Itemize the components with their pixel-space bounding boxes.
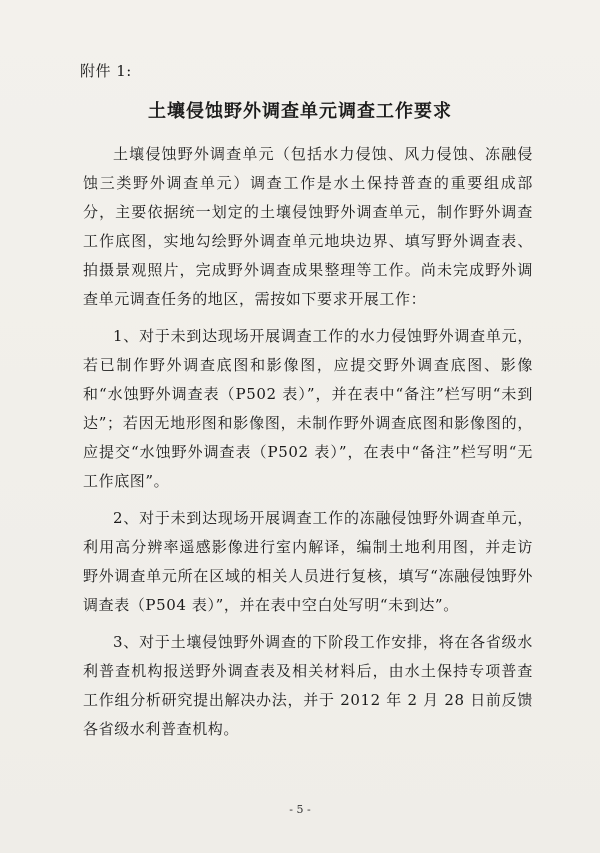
- attachment-label: 附件 1:: [80, 62, 132, 80]
- requirement-3-paragraph: 3、对于土壤侵蚀野外调查的下阶段工作安排，将在各省级水利普查机构报送野外调查表及相关材料后，由水土保持专项普查工作组分析研究提出解决办法，并于 2012 年 2 月 28 日前反馈各省级水利普查机构。: [83, 633, 533, 738]
- requirement-2-paragraph: 2、对于未到达现场开展调查工作的冻融侵蚀野外调查单元，利用高分辨率遥感影像进行室内解译，编制土地利用图，并走访野外调查单元所在区域的相关人员进行复核，填写“冻融侵蚀野外调查表（P504 表）”，并在表中空白处写明“未到达”。: [83, 509, 533, 614]
- intro-paragraph: 土壤侵蚀野外调查单元（包括水力侵蚀、风力侵蚀、冻融侵蚀三类野外调查单元）调查工作是水土保持普查的重要组成部分，主要依据统一划定的土壤侵蚀野外调查单元，制作野外调查工作底图，实地勾绘野外调查单元地块边界、填写野外调查表、拍摄景观照片，完成野外调查成果整理等工作。尚未完成野外调查单元调查任务的地区，需按如下要求开展工作：: [83, 145, 533, 308]
- page-number: - 5 -: [289, 803, 311, 816]
- requirement-1-paragraph: 1、对于未到达现场开展调查工作的水力侵蚀野外调查单元，若已制作野外调查底图和影像图，应提交野外调查底图、影像和“水蚀野外调查表（P502 表）”，并在表中“备注”栏写明“未到达”；若因无地形图和影像图，未制作野外调查底图和影像图的，应提交“水蚀野外调查表（P502 表）”，在表中“备注”栏写明“无工作底图”。: [83, 327, 533, 490]
- document-body: [83, 140, 533, 744]
- document-title: 土壤侵蚀野外调查单元调查工作要求: [148, 101, 452, 122]
